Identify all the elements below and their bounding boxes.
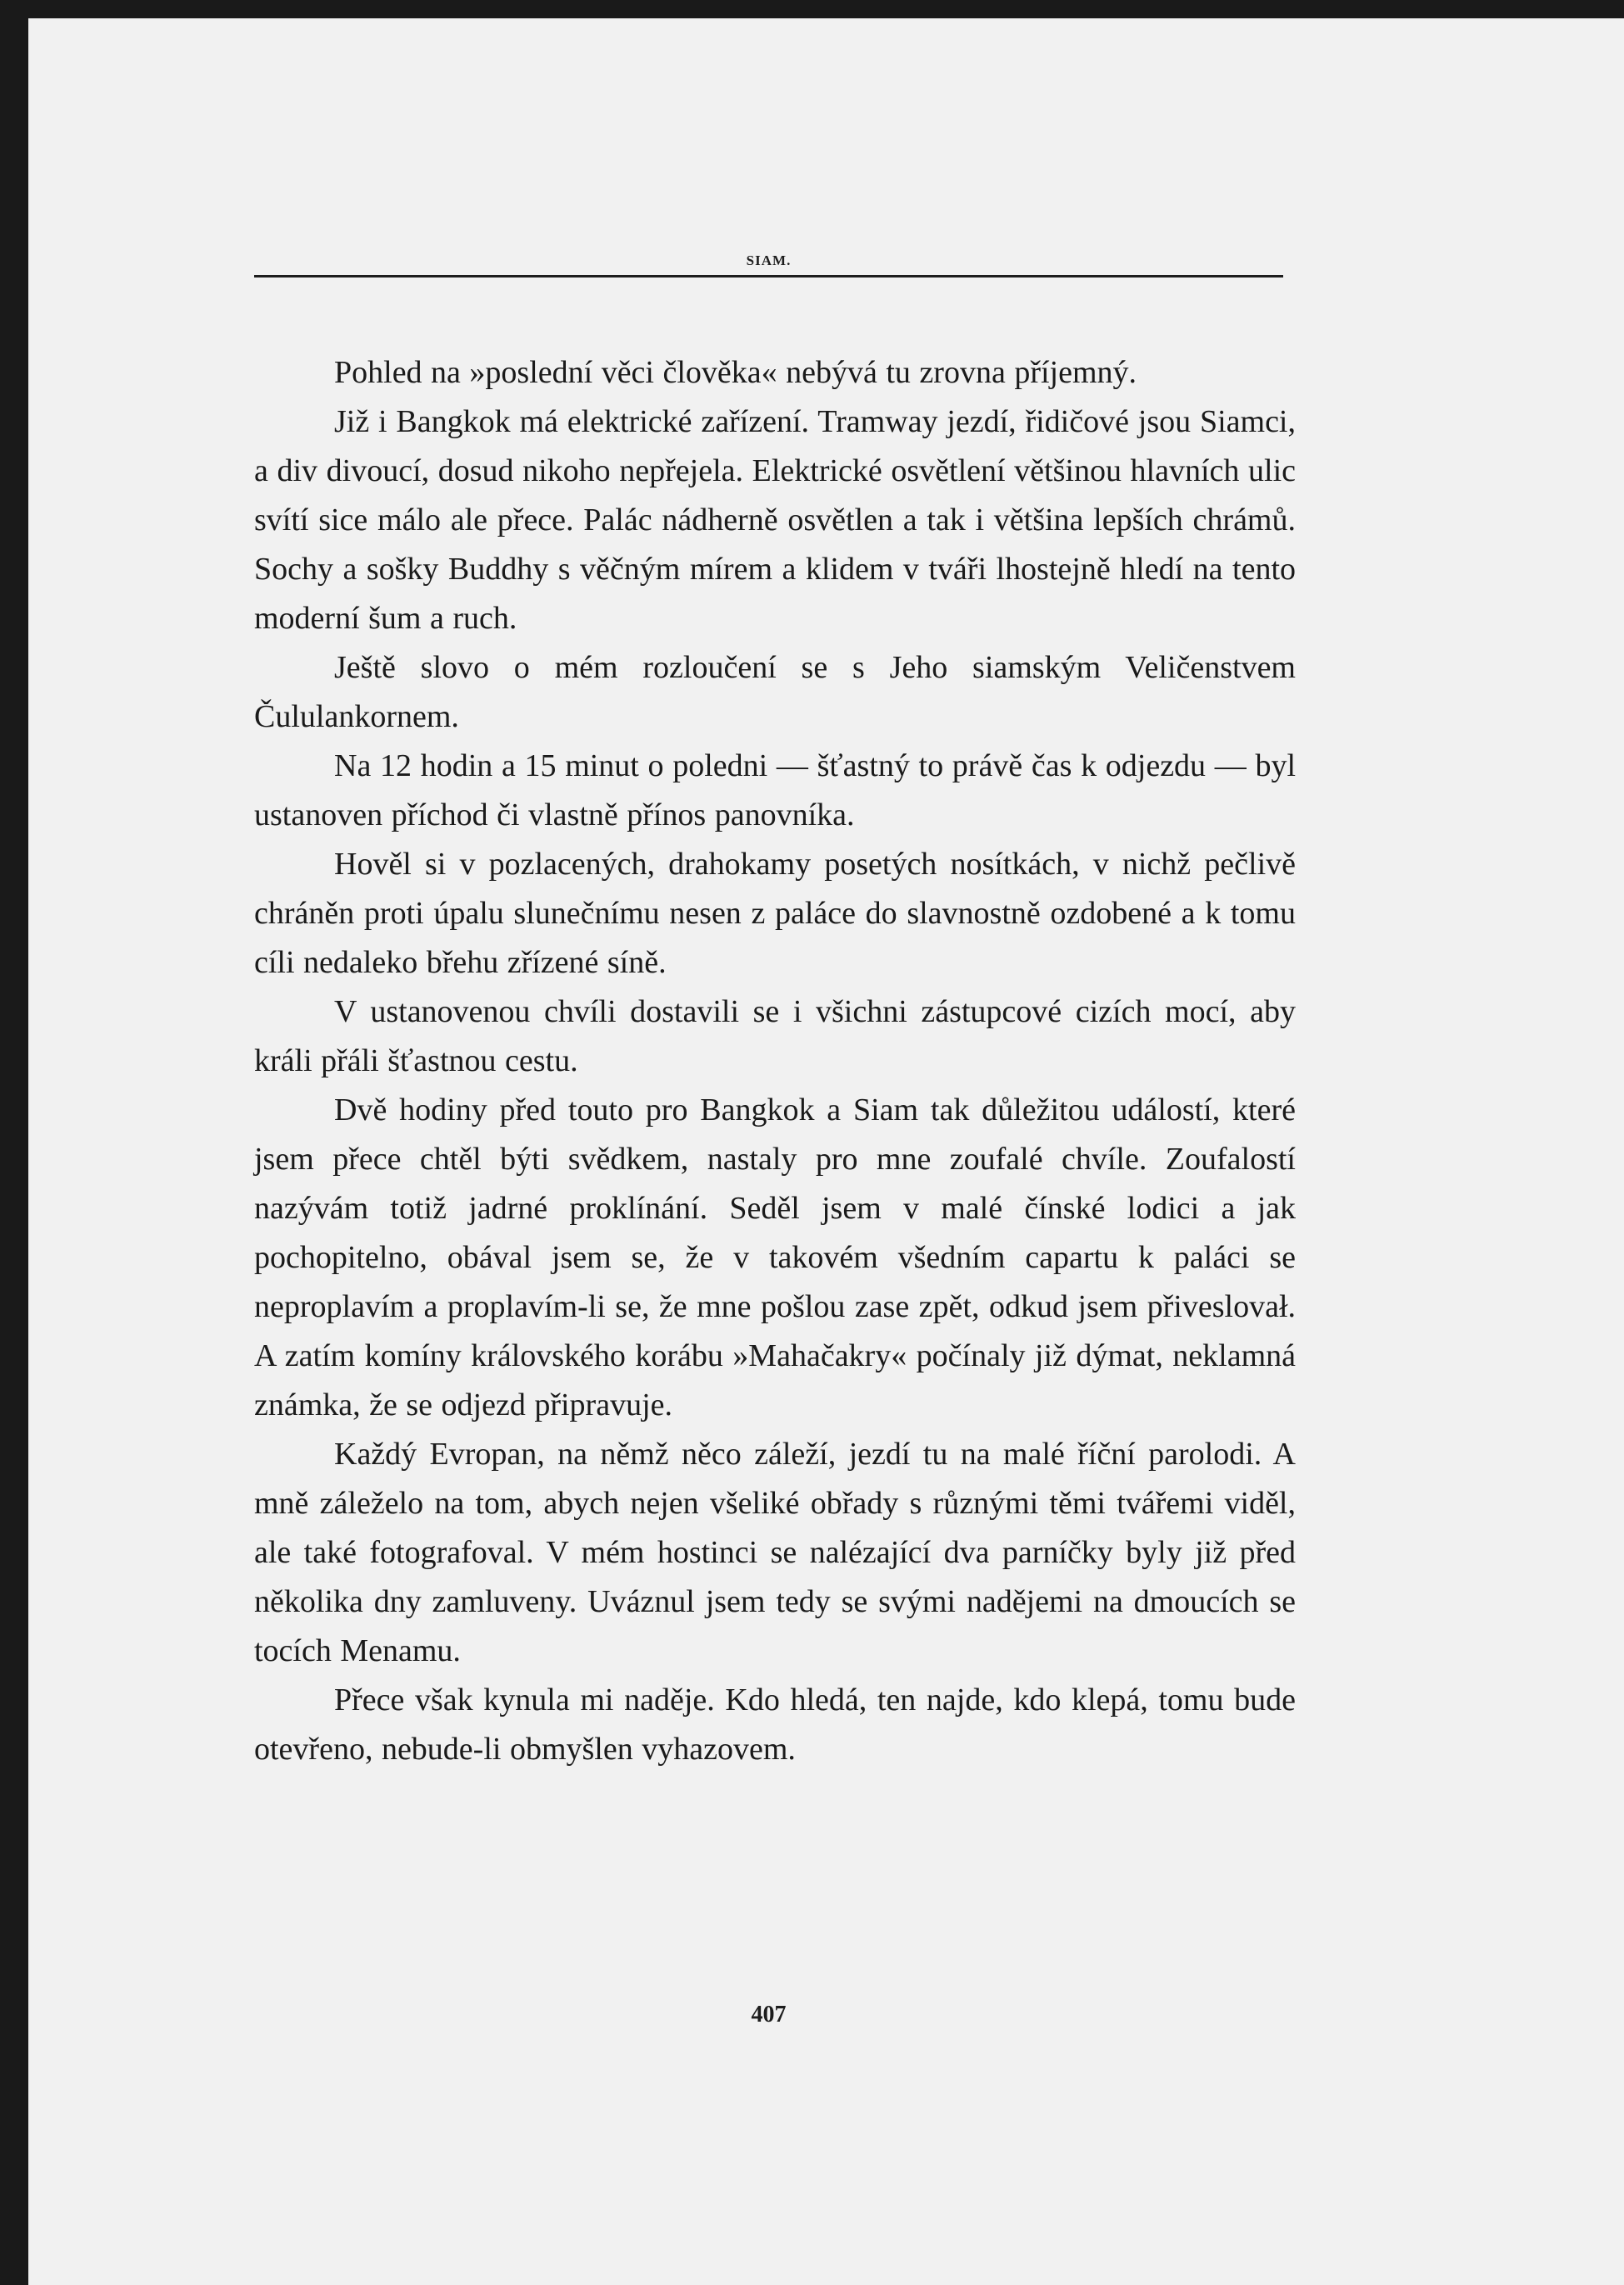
paragraph-6: V ustanovenou chvíli dostavili se i všichni zástupcové cizích mocí, aby králi přáli šťastnou cestu. (254, 994, 1296, 1078)
body-text (254, 348, 1296, 1774)
paragraph-3: Ještě slovo o mém rozloučení se s Jeho siamským Veličenstvem Čululankornem. (254, 650, 1296, 734)
paragraph-9: Přece však kynula mi naděje. Kdo hledá, ten najde, kdo klepá, tomu bude otevřeno, nebude-li obmyšlen vyhazovem. (254, 1682, 1296, 1767)
paragraph-7: Dvě hodiny před touto pro Bangkok a Siam tak důležitou událostí, které jsem přece chtěl býti svědkem, nastaly pro mne zoufalé chvíle. Zoufalostí nazývám totiž jadrné proklínání. Seděl jsem v malé čínské lodici a jak pochopitelno, obával jsem se, že v takovém všedním capartu k paláci se neproplavím a proplavím-li se, že mne pošlou zase zpět, odkud jsem přiveslovał. A zatím komíny královského korábu »Mahačakry« počínaly již dýmat, neklamná známka, že se odjezd připravuje. (254, 1092, 1296, 1422)
header-rule (254, 275, 1283, 278)
page-number: 407 (751, 2002, 787, 2028)
paragraph-2: Již i Bangkok má elektrické zařízení. Tramway jezdí, řidičové jsou Siamci, a div divoucí, dosud nikoho nepřejela. Elektrické osvětlení většinou hlavních ulic svítí sice málo ale přece. Palác nádherně osvětlen a tak i většina lepších chrámů. Sochy a sošky Buddhy s věčným mírem a klidem v tváři lhostejně hledí na tento moderní šum a ruch. (254, 404, 1296, 636)
scan-border (0, 0, 25, 2285)
paragraph-5: Hověl si v pozlacených, drahokamy posetých nosítkách, v nichž pečlivě chráněn proti úpalu slunečnímu nesen z paláce do slavnostně ozdobené a k tomu cíli nedaleko břehu zřízené síně. (254, 847, 1296, 980)
running-head: SIAM. (746, 252, 792, 268)
paragraph-1: Pohled na »poslední věci člověka« nebývá tu zrovna příjemný. (334, 355, 1137, 390)
paragraph-4: Na 12 hodin a 15 minut o poledni — šťastný to právě čas k odjezdu — byl ustanoven příchod či vlastně přínos panovníka. (254, 748, 1296, 832)
paragraph-8: Každý Evropan, na němž něco záleží, jezdí tu na malé říční parolodi. A mně záleželo na tom, abych nejen všeliké obřady s různými těmi tvářemi viděl, ale také fotografoval. V mém hostinci se nalézající dva parníčky byly již před několika dny zamluveny. Uváznul jsem tedy se svými nadějemi na dmoucích se tocích Menamu. (254, 1437, 1296, 1668)
